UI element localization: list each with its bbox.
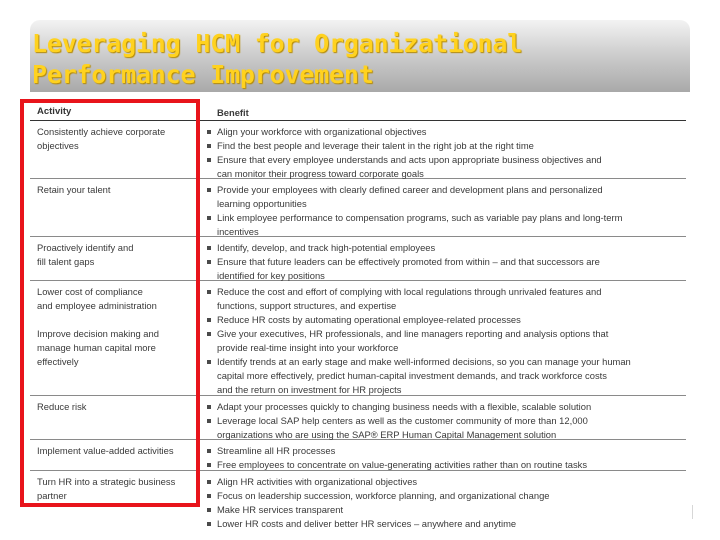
benefit-text: Link employee performance to compensation programs, such as variable pay plans and long-term incentives bbox=[217, 212, 623, 237]
benefit-item bbox=[207, 517, 683, 531]
benefit-text: Streamline all HR processes bbox=[217, 445, 336, 456]
square-bullet-icon bbox=[207, 522, 211, 526]
benefit-text: Give your executives, HR professionals, and line managers reporting and analysis options that provide real-time insight into your workforce bbox=[217, 328, 609, 353]
square-bullet-icon bbox=[207, 494, 211, 498]
slide-title: Leveraging HCM for Organizational Performance Improvement bbox=[32, 29, 523, 89]
benefit-text: Identify, develop, and track high-potential employees bbox=[217, 242, 436, 253]
square-bullet-icon bbox=[207, 332, 211, 336]
benefit-list bbox=[207, 183, 683, 239]
benefit-item bbox=[207, 153, 683, 181]
activity-cell: Reduce risk bbox=[37, 401, 87, 412]
square-bullet-icon bbox=[207, 144, 211, 148]
benefit-item bbox=[207, 414, 683, 442]
benefit-item bbox=[207, 285, 683, 313]
benefit-text: Provide your employees with clearly defined career and development plans and personalized learning opportunities bbox=[217, 184, 603, 209]
square-bullet-icon bbox=[207, 188, 211, 192]
activity-cell: Lower cost of compliance and employee administration Improve decision making and manage human capital more effectively bbox=[37, 286, 159, 367]
activity-cell: Retain your talent bbox=[37, 184, 111, 195]
benefit-text: Align your workforce with organizational objectives bbox=[217, 126, 427, 137]
benefit-text: Reduce the cost and effort of complying with local regulations through unrivaled features and functions, support structures, and expertise bbox=[217, 286, 602, 311]
benefit-item bbox=[207, 475, 683, 489]
benefit-text: Leverage local SAP help centers as well as the customer community of more than 12,000 organizations who are using the SAP® ERP Human Capital Management solution bbox=[217, 415, 588, 440]
benefit-item bbox=[207, 313, 683, 327]
benefit-text: Make HR services transparent bbox=[217, 504, 344, 515]
activity-column-highlight bbox=[20, 99, 200, 507]
benefit-item bbox=[207, 125, 683, 139]
square-bullet-icon bbox=[207, 508, 211, 512]
benefit-text: Identify trends at an early stage and make well-informed decisions, so you can manage your human capital more effectively, predict human-capital investment demands, and track workforce costs and the return on investment for HR projects bbox=[217, 356, 631, 395]
benefit-item bbox=[207, 444, 683, 458]
benefit-list bbox=[207, 241, 683, 283]
benefit-text: Free employees to concentrate on value-generating activities rather than on routine tasks bbox=[217, 459, 588, 470]
benefit-text: Find the best people and leverage their talent in the right job at the right time bbox=[217, 140, 534, 151]
activity-column-header: Activity bbox=[37, 106, 72, 117]
benefit-item bbox=[207, 241, 683, 255]
square-bullet-icon bbox=[207, 480, 211, 484]
benefit-text: Ensure that future leaders can be effectively promoted from within – and that successors are identified for key positions bbox=[217, 256, 600, 281]
benefit-text: Align HR activities with organizational objectives bbox=[217, 476, 418, 487]
benefit-item bbox=[207, 211, 683, 239]
benefit-item bbox=[207, 489, 683, 503]
benefit-text: Ensure that every employee understands and acts upon appropriate business objectives and can monitor their progress toward corporate goals bbox=[217, 154, 602, 179]
benefit-item bbox=[207, 327, 683, 355]
benefit-item bbox=[207, 139, 683, 153]
square-bullet-icon bbox=[207, 360, 211, 364]
benefit-item bbox=[207, 400, 683, 414]
benefit-text: Adapt your processes quickly to changing business needs with a flexible, scalable solution bbox=[217, 401, 592, 412]
activity-cell: Proactively identify and fill talent gaps bbox=[37, 242, 134, 267]
activity-cell: Turn HR into a strategic business partner bbox=[37, 476, 176, 501]
benefit-text: Reduce HR costs by automating operational employee-related processes bbox=[217, 314, 521, 325]
activity-cell: Implement value-added activities bbox=[37, 445, 174, 456]
benefit-item bbox=[207, 255, 683, 283]
benefit-item bbox=[207, 183, 683, 211]
benefit-text: Lower HR costs and deliver better HR services – anywhere and anytime bbox=[217, 518, 517, 529]
benefit-item bbox=[207, 503, 683, 517]
square-bullet-icon bbox=[207, 260, 211, 264]
activity-cell: Consistently achieve corporate objectives bbox=[37, 126, 166, 151]
benefit-item bbox=[207, 458, 683, 472]
square-bullet-icon bbox=[207, 130, 211, 134]
benefit-list bbox=[207, 125, 683, 181]
square-bullet-icon bbox=[207, 449, 211, 453]
benefit-list bbox=[207, 285, 683, 397]
square-bullet-icon bbox=[207, 419, 211, 423]
square-bullet-icon bbox=[207, 216, 211, 220]
page-edge-mark bbox=[686, 505, 693, 519]
square-bullet-icon bbox=[207, 290, 211, 294]
benefit-list bbox=[207, 475, 683, 531]
square-bullet-icon bbox=[207, 405, 211, 409]
benefit-item bbox=[207, 355, 683, 397]
benefit-list bbox=[207, 400, 683, 442]
square-bullet-icon bbox=[207, 158, 211, 162]
benefit-list bbox=[207, 444, 683, 472]
square-bullet-icon bbox=[207, 318, 211, 322]
square-bullet-icon bbox=[207, 463, 211, 467]
square-bullet-icon bbox=[207, 246, 211, 250]
benefit-text: Focus on leadership succession, workforce planning, and organizational change bbox=[217, 490, 550, 501]
benefit-column-header: Benefit bbox=[217, 107, 249, 118]
